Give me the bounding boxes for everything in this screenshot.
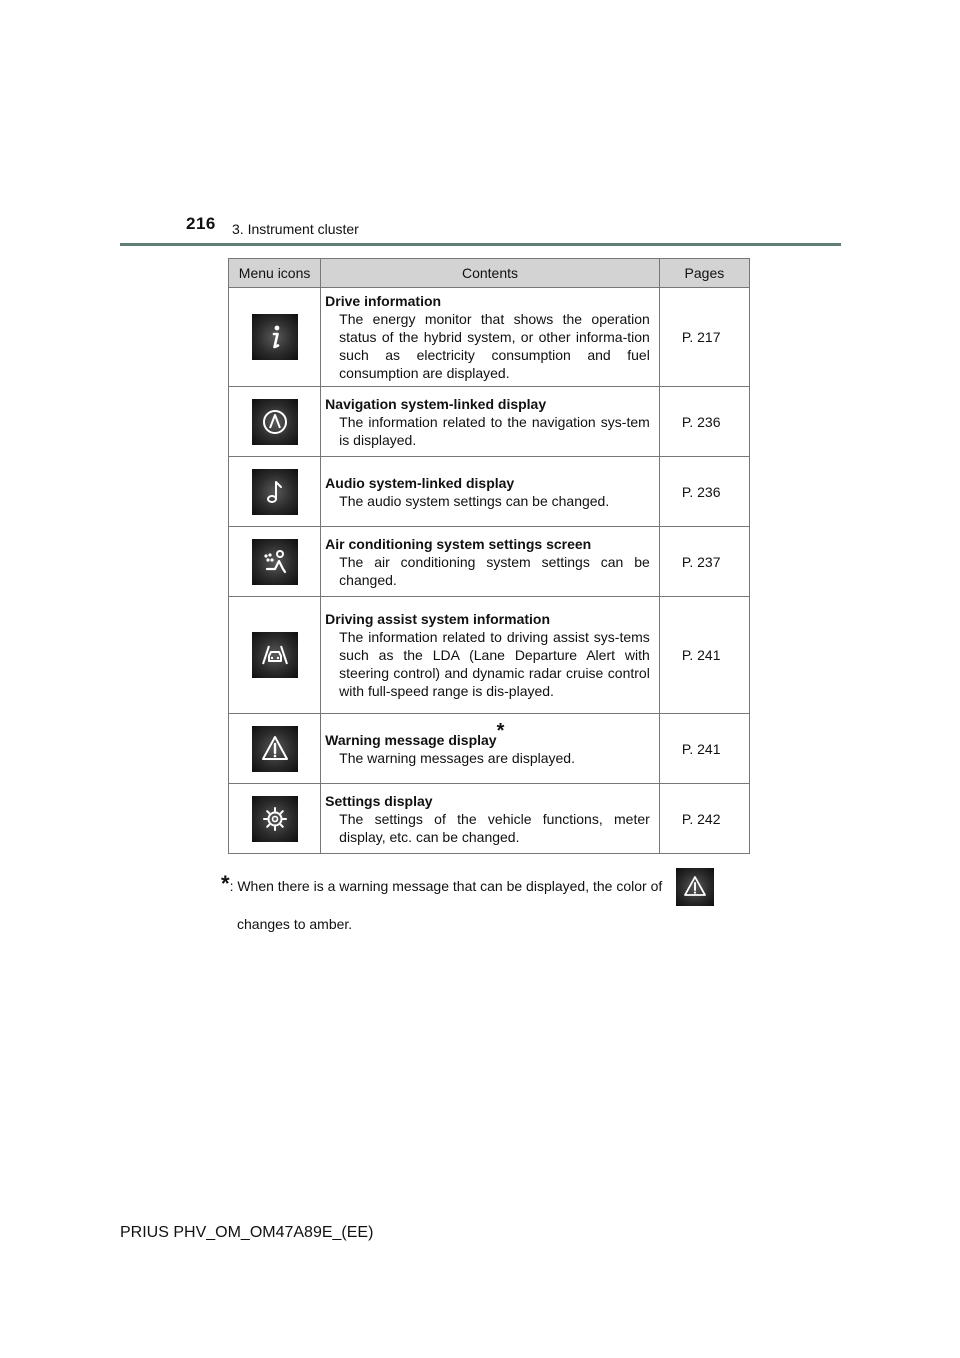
content-title: Settings display (325, 792, 433, 809)
content-title: Audio system-linked display (325, 474, 515, 491)
content-cell (321, 288, 660, 387)
icon-cell (229, 457, 321, 527)
table-row (229, 784, 750, 854)
content-cell (321, 527, 660, 597)
page-reference: P. 236 (659, 457, 749, 527)
content-title: Driving assist system information (325, 611, 551, 627)
warning-triangle-icon (252, 726, 298, 772)
table-row (229, 387, 750, 457)
content-description: The energy monitor that shows the operation status of the hybrid system, or other informa-tion such as electricity consumption and fuel consumption are displayed. (339, 311, 650, 381)
icon-cell (229, 527, 321, 597)
content-cell (321, 457, 660, 527)
content-description: The audio system settings can be changed. (339, 492, 610, 509)
footnote-asterisk: * (221, 871, 230, 896)
settings-gear-icon (252, 796, 298, 842)
content-title: Navigation system-linked display (325, 395, 547, 412)
page-reference: P. 242 (659, 784, 749, 854)
document-code: PRIUS PHV_OM_OM47A89E_(EE) (120, 1224, 374, 1241)
icon-cell (229, 714, 321, 784)
warning-triangle-icon (676, 868, 714, 906)
column-header-menu-icons: Menu icons (229, 259, 321, 288)
content-cell (321, 387, 660, 457)
column-header-contents: Contents (321, 259, 660, 288)
icon-cell (229, 288, 321, 387)
navigation-icon (252, 399, 298, 445)
content-title: Drive information (325, 293, 442, 309)
page-reference: P. 236 (659, 387, 749, 457)
content-title-text: Warning message display (325, 731, 497, 748)
content-description: The information related to the navigation sys-tem is displayed. (339, 413, 650, 448)
music-note-icon (252, 469, 298, 515)
table-row (229, 714, 750, 784)
content-cell (321, 597, 660, 714)
content-description: The air conditioning system settings can be changed. (339, 553, 650, 588)
content-cell (321, 714, 660, 784)
table-row (229, 457, 750, 527)
page-reference: P. 237 (659, 527, 749, 597)
air-conditioning-icon (252, 539, 298, 585)
footnote-asterisk: * (496, 719, 505, 742)
icon-cell (229, 597, 321, 714)
content-title (325, 719, 650, 749)
header-rule (120, 243, 841, 246)
page-reference: P. 241 (659, 597, 749, 714)
column-header-pages: Pages (659, 259, 749, 288)
footnote-text-continued: changes to amber. (237, 916, 353, 933)
footnote-text: : When there is a warning message that can be displayed, the color of (229, 878, 663, 894)
icon-cell (229, 784, 321, 854)
content-cell (321, 784, 660, 854)
icon-cell (229, 387, 321, 457)
driving-assist-icon (252, 632, 298, 678)
table-row (229, 597, 750, 714)
content-description: The settings of the vehicle functions, meter display, etc. can be changed. (339, 810, 650, 845)
section-title: 3. Instrument cluster (232, 221, 359, 237)
page-number: 216 (186, 214, 216, 233)
content-description: The warning messages are displayed. (339, 749, 575, 766)
content-description: The information related to driving assist sys-tems such as the LDA (Lane Departure Alert with steering control) and dynamic radar cruise control with full-speed range is dis-played. (339, 629, 650, 699)
info-icon (252, 314, 298, 360)
page-reference: P. 217 (659, 288, 749, 387)
menu-icons-table (228, 258, 750, 854)
table-row (229, 527, 750, 597)
table-header-row (229, 259, 750, 288)
content-title: Air conditioning system settings screen (325, 535, 592, 552)
footnote (221, 866, 761, 942)
table-row (229, 288, 750, 387)
page-reference: P. 241 (659, 714, 749, 784)
